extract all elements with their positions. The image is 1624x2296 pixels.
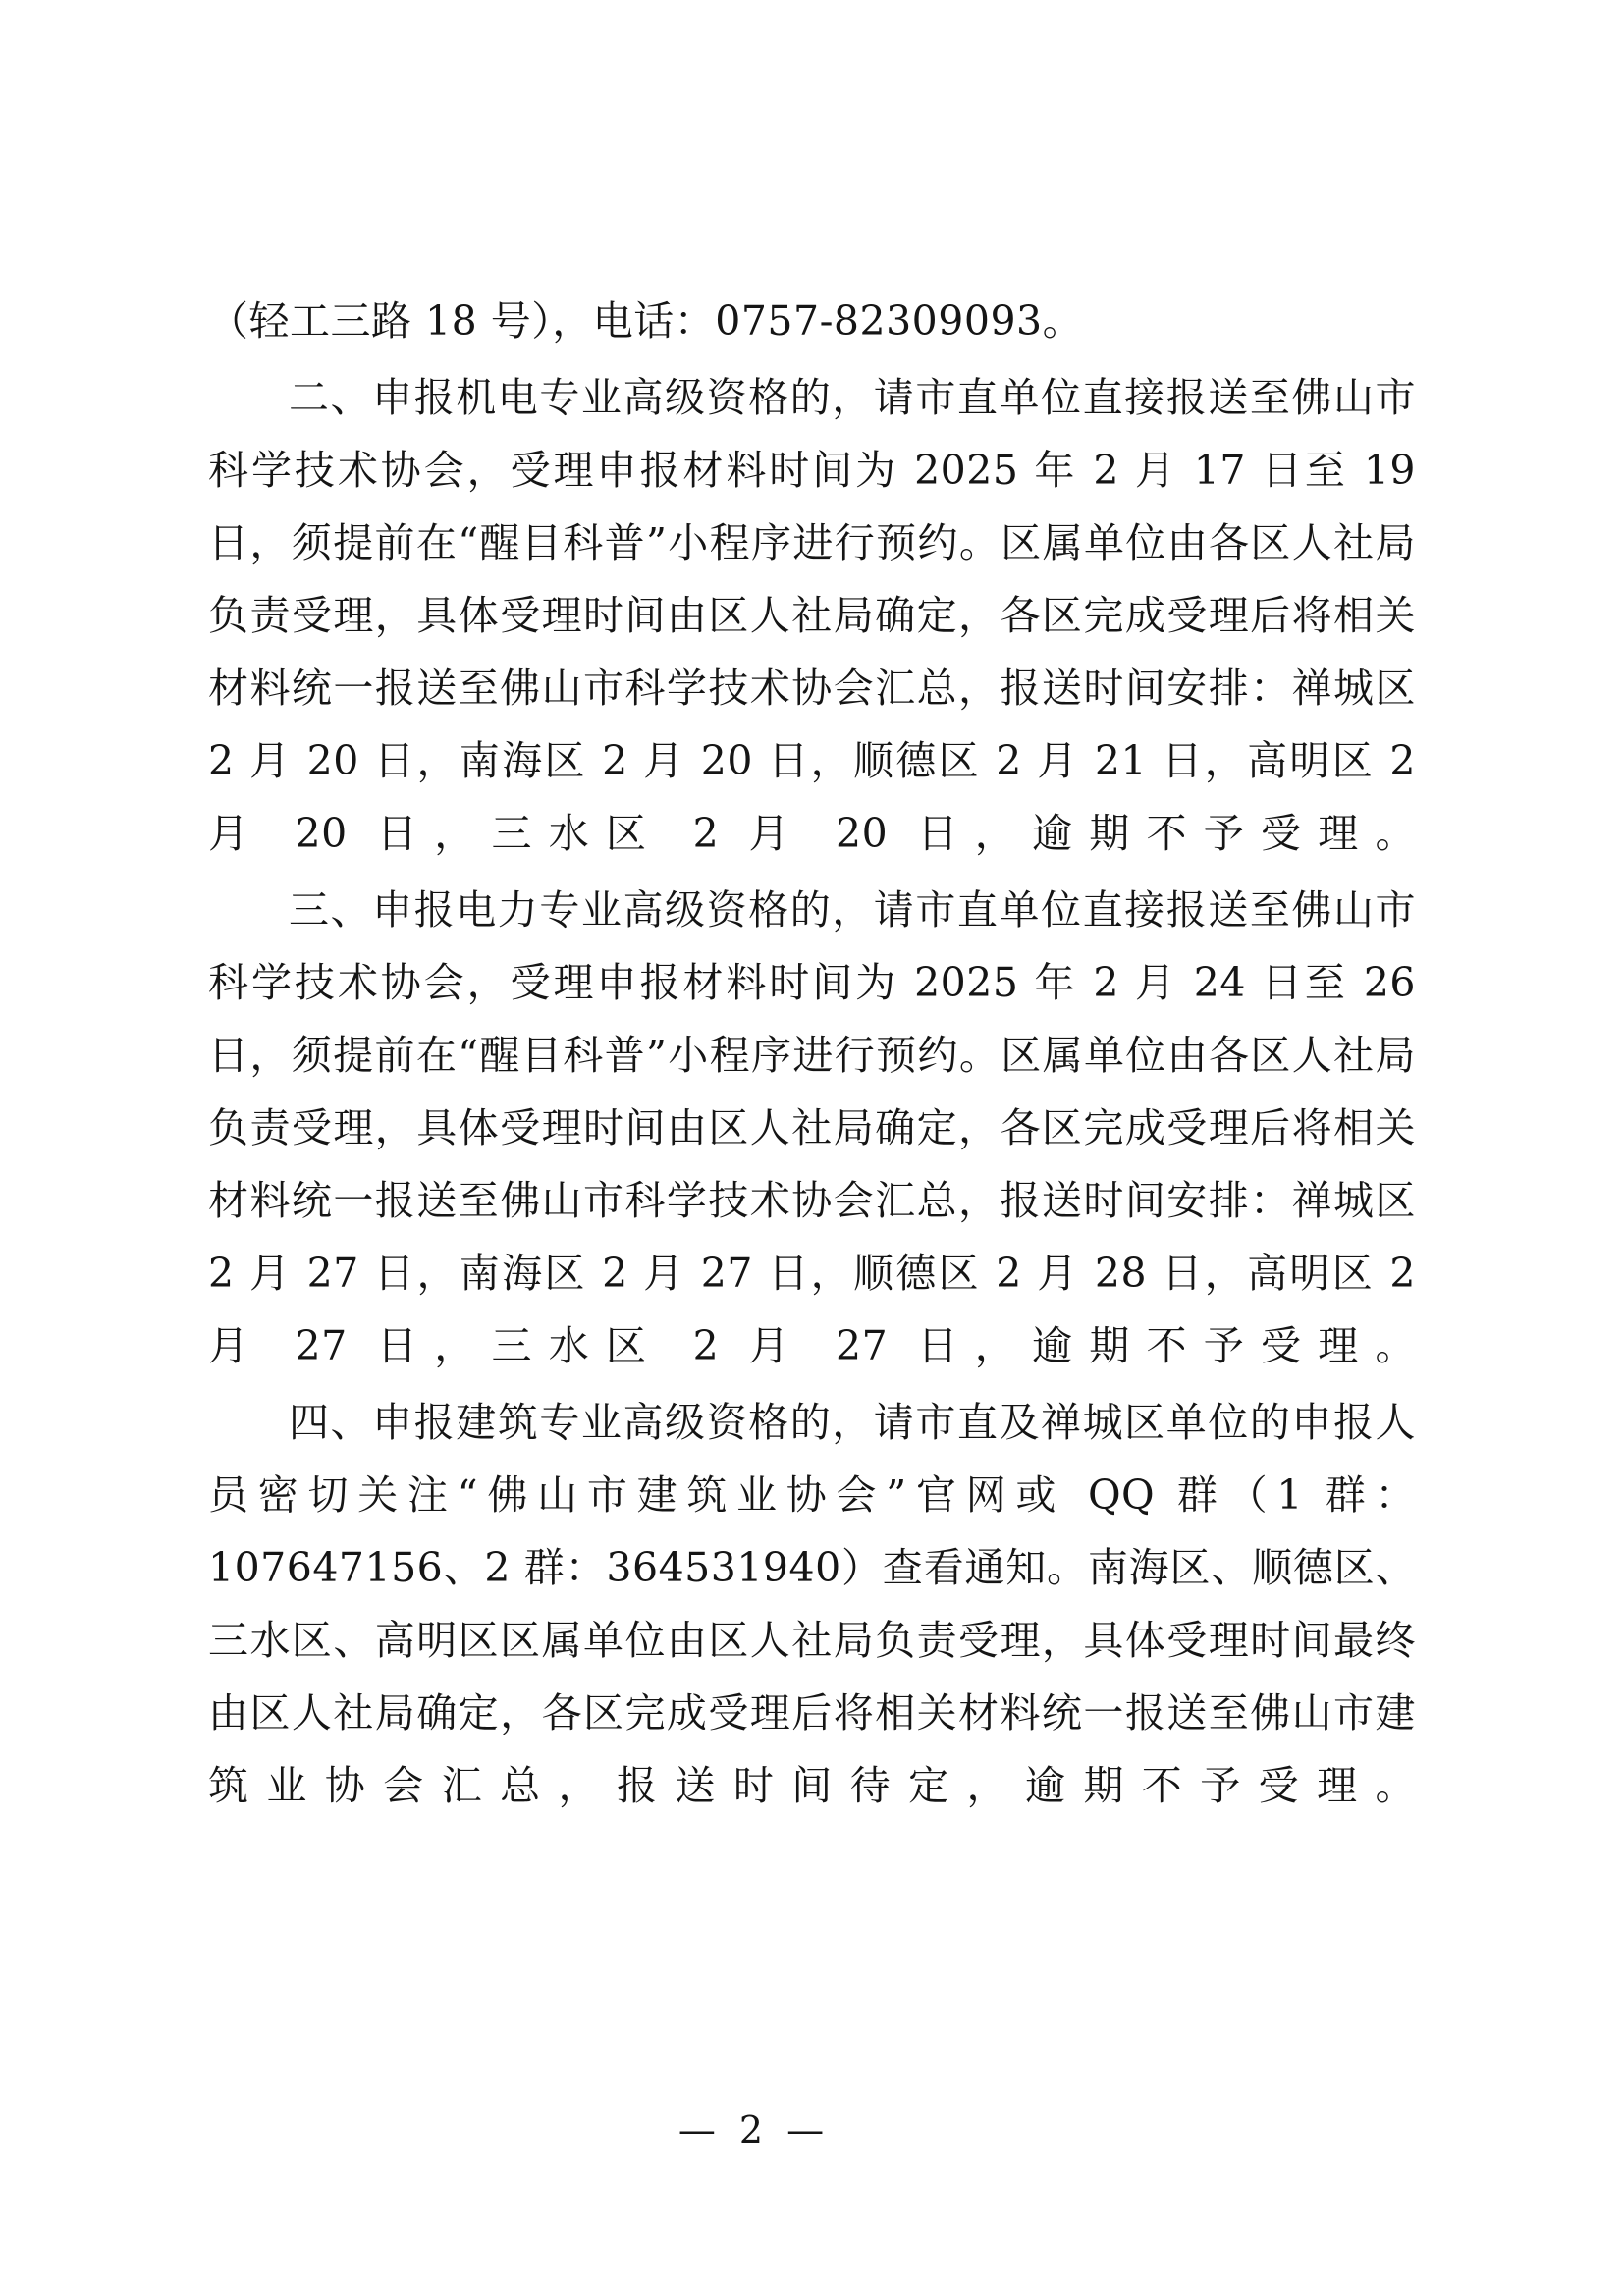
paragraph-item-three: 三、申报电力专业高级资格的，请市直单位直接报送至佛山市科学技术协会，受理申报材料时间为 2025 年 2 月 24 日至 26 日，须提前在“醒目科普”小程序进行预约。区属单位由各区人社局负责受理，具体受理时间由区人社局确定，各区完成受理后将相关材料统一报送至佛山市科学技术协会汇总，报送时间安排：禅城区 2 月 27 日，南海区 2 月 27 日，顺德区 2 月 28 日，高明区 2 月 27 日，三水区 2 月 27 日，逾期不予受理。	[208, 886, 1416, 1369]
paragraph-phone-line: （轻工三路 18 号），电话：0757-82309093。	[208, 297, 1084, 345]
document-body	[208, 285, 1416, 1826]
paragraph-item-two: 二、申报机电专业高级资格的，请市直单位直接报送至佛山市科学技术协会，受理申报材料时间为 2025 年 2 月 17 日至 19 日，须提前在“醒目科普”小程序进行预约。区属单位由各区人社局负责受理，具体受理时间由区人社局确定，各区完成受理后将相关材料统一报送至佛山市科学技术协会汇总，报送时间安排：禅城区 2 月 20 日，南海区 2 月 20 日，顺德区 2 月 21 日，高明区 2 月 20 日，三水区 2 月 20 日，逾期不予受理。	[208, 374, 1416, 857]
page-number: — 2 —	[677, 2109, 831, 2152]
paragraph-item-four: 四、申报建筑专业高级资格的，请市直及禅城区单位的申报人员密切关注“佛山市建筑业协会”官网或 QQ 群（1 群：107647156、2 群：364531940）查看通知。南海区、顺德区、三水区、高明区区属单位由区人社局负责受理，具体受理时间最终由区人社局确定，各区完成受理后将相关材料统一报送至佛山市建筑业协会汇总，报送时间待定，逾期不予受理。	[208, 1399, 1416, 1809]
page-footer	[0, 2109, 1624, 2152]
